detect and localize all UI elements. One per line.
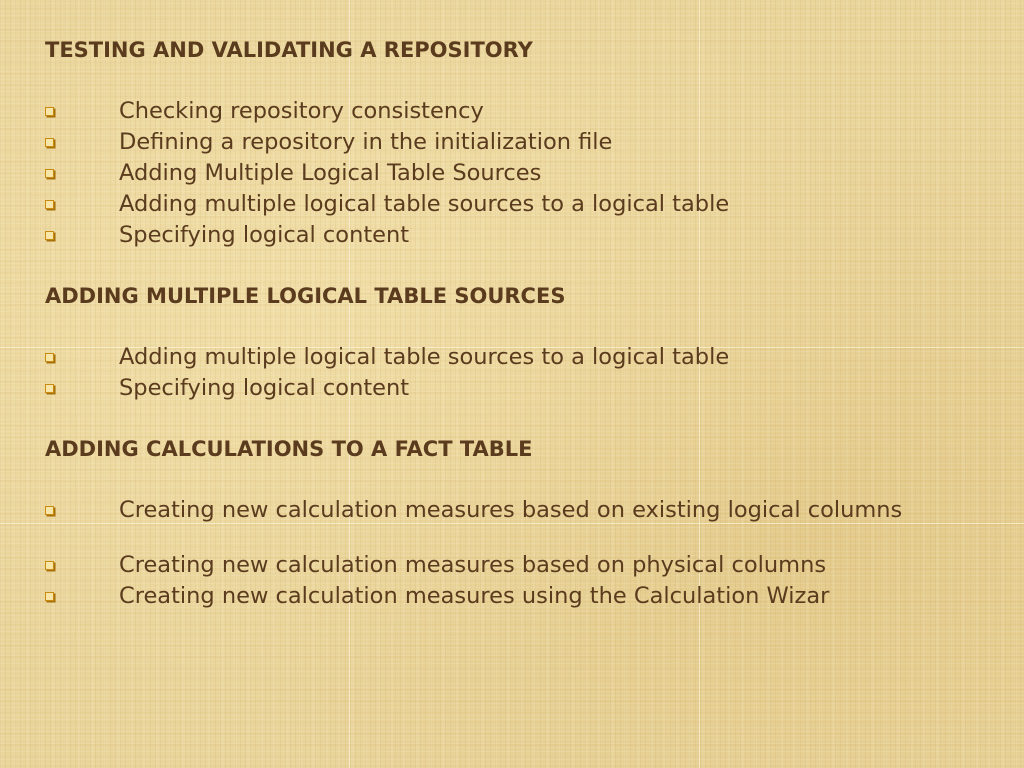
list-item-text: Adding Multiple Logical Table Sources (119, 160, 542, 186)
list-item-text: Specifying logical content (119, 375, 410, 401)
square-bullet-icon (45, 231, 54, 240)
square-bullet-icon (45, 353, 54, 362)
section-heading-testing: TESTING AND VALIDATING A REPOSITORY (45, 38, 533, 62)
square-bullet-icon (45, 138, 54, 147)
list-item-text: Checking repository consistency (119, 98, 484, 124)
square-bullet-icon (45, 384, 54, 393)
square-bullet-icon (45, 107, 54, 116)
section-heading-calculations: ADDING CALCULATIONS TO A FACT TABLE (45, 437, 533, 461)
list-item-text: Adding multiple logical table sources to a logical table (119, 344, 730, 370)
square-bullet-icon (45, 200, 54, 209)
list-item-text-content: Creating new calculation measures based on existing logical columns (119, 497, 903, 523)
square-bullet-icon (45, 592, 54, 601)
list-item-text: Specifying logical content (119, 222, 410, 248)
list-item-text: Defining a repository in the initialization file (119, 129, 613, 155)
section-heading-multiple-sources: ADDING MULTIPLE LOGICAL TABLE SOURCES (45, 284, 566, 308)
list-item-text: Creating new calculation measures using the Calculation Wizar (119, 583, 830, 609)
square-bullet-icon (45, 561, 54, 570)
square-bullet-icon (45, 506, 54, 515)
list-item-text: Creating new calculation measures based on physical columns (119, 552, 827, 578)
list-item-text: Adding multiple logical table sources to a logical table (119, 191, 730, 217)
list-item-text (83, 498, 983, 522)
square-bullet-icon (45, 169, 54, 178)
